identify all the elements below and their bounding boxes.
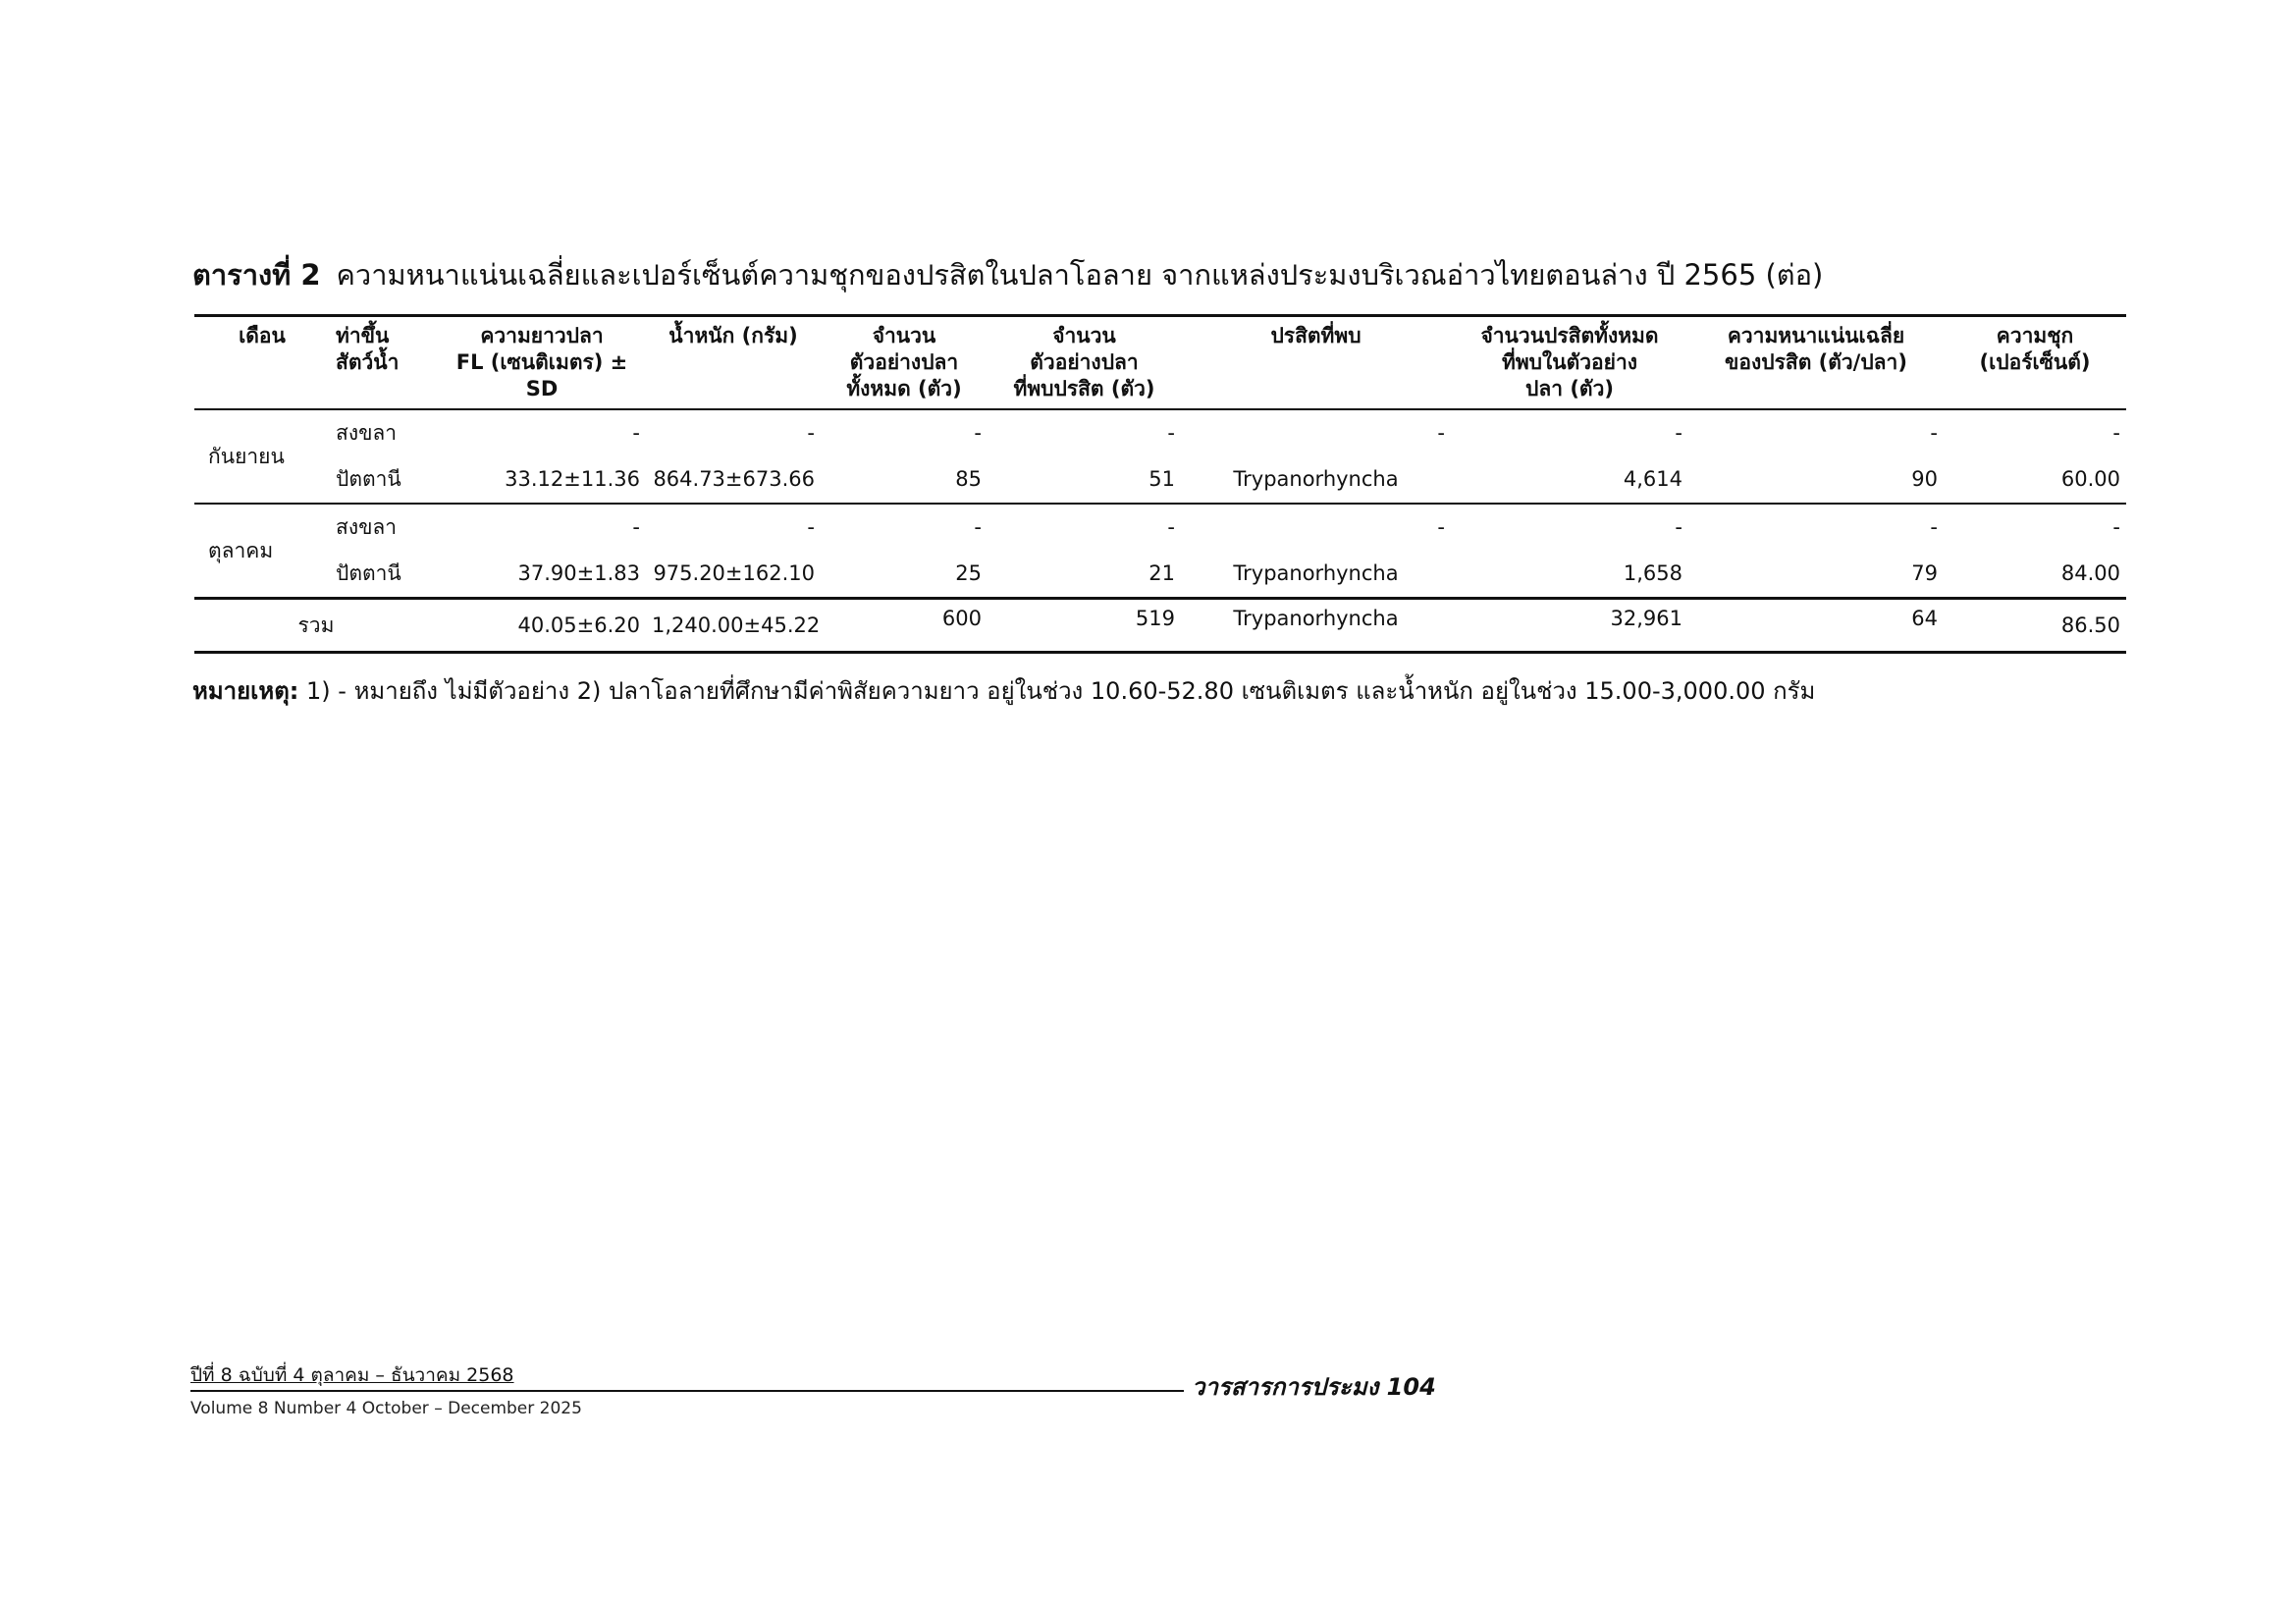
table-header-row <box>194 316 2126 410</box>
length-cell: 37.90±1.83 <box>517 561 640 585</box>
length-cell: - <box>632 515 640 539</box>
table-note <box>192 675 2116 707</box>
table-caption <box>192 257 2116 293</box>
infected-samples-cell: 51 <box>988 456 1181 504</box>
infected-samples-cell: - <box>1167 515 1175 539</box>
weight-cell: - <box>807 515 815 539</box>
prevalence-cell: 60.00 <box>1944 456 2126 504</box>
total-samples-cell: 85 <box>821 456 988 504</box>
weight-cell: - <box>807 421 815 445</box>
port-cell: สงขลา <box>336 515 398 539</box>
total-samples-cell: 600 <box>821 599 988 653</box>
header-fish-length: ความยาวปลา FL (เซนติเมตร) ± SD <box>455 324 628 400</box>
total-samples-cell: 25 <box>955 561 982 585</box>
length-cell: 40.05±6.20 <box>438 599 646 653</box>
month-cell: ตุลาคม <box>208 538 274 562</box>
table-row <box>194 504 2126 551</box>
table-row <box>194 551 2126 599</box>
weight-cell: 1,240.00±45.22 <box>646 599 821 653</box>
header-prevalence: ความชุก (เปอร์เซ็นต์) <box>1979 324 2091 374</box>
header-mean-density: ความหนาแน่นเฉลี่ย ของปรสิต (ตัว/ปลา) <box>1725 324 1907 374</box>
table-note-label: หมายเหตุ: <box>192 677 299 705</box>
port-cell: สงขลา <box>336 421 398 445</box>
table-caption-text: ความหนาแน่นเฉลี่ยและเปอร์เซ็นต์ความชุกของปรสิตในปลาโอลาย จากแหล่งประมงบริเวณอ่าวไทยตอนล่าง ปี 2565 (ต่อ) <box>336 258 1824 292</box>
parasite-cell: Trypanorhyncha <box>1181 599 1451 653</box>
density-cell: 90 <box>1688 456 1944 504</box>
prevalence-cell: - <box>2112 421 2120 445</box>
total-samples-cell: - <box>974 515 982 539</box>
prevalence-cell: - <box>2112 515 2120 539</box>
density-cell: - <box>1930 421 1938 445</box>
prevalence-cell: 86.50 <box>1944 599 2126 653</box>
table-caption-label: ตารางที่ 2 <box>192 258 321 292</box>
header-month: เดือน <box>239 324 286 347</box>
infected-samples-cell: 519 <box>988 599 1181 653</box>
footer-issue-english: Volume 8 Number 4 October – December 2025 <box>190 1399 582 1418</box>
length-cell: 33.12±11.36 <box>438 456 646 504</box>
density-cell: 79 <box>1911 561 1938 585</box>
parasite-count-cell: - <box>1675 515 1682 539</box>
parasite-cell: Trypanorhyncha <box>1233 561 1399 585</box>
table-row <box>194 409 2126 456</box>
total-label-cell: รวม <box>194 599 438 653</box>
header-infected-samples: จำนวน ตัวอย่างปลา ที่พบปรสิต (ตัว) <box>1013 324 1155 400</box>
infected-samples-cell: - <box>1167 421 1175 445</box>
total-samples-cell: - <box>974 421 982 445</box>
infected-samples-cell: 21 <box>1148 561 1175 585</box>
table-note-text: 1) - หมายถึง ไม่มีตัวอย่าง 2) ปลาโอลายที่ศึกษามีค่าพิสัยความยาว อยู่ในช่วง 10.60-52.80 เซนติเมตร และน้ำหนัก อยู่ในช่วง 15.00-3,000.00 กรัม <box>306 677 1816 705</box>
prevalence-cell: 84.00 <box>2060 561 2120 585</box>
parasite-count-cell: 32,961 <box>1451 599 1688 653</box>
table-row <box>194 456 2126 504</box>
footer-rule <box>190 1390 1184 1392</box>
port-cell: ปัตตานี <box>336 561 401 585</box>
header-landing-port: ท่าขึ้น สัตว์น้ำ <box>336 324 400 374</box>
footer-issue-thai: ปีที่ 8 ฉบับที่ 4 ตุลาคม – ธันวาคม 2568 <box>190 1364 514 1386</box>
parasite-count-cell: 4,614 <box>1451 456 1688 504</box>
weight-cell: 975.20±162.10 <box>653 561 815 585</box>
footer-journal-page: วารสารการประมง 104 <box>1192 1373 1436 1401</box>
port-cell: ปัตตานี <box>330 456 438 504</box>
parasite-cell: Trypanorhyncha <box>1181 456 1451 504</box>
footer-issue <box>190 1362 582 1421</box>
header-parasite-found: ปรสิตที่พบ <box>1270 324 1362 347</box>
weight-cell: 864.73±673.66 <box>646 456 821 504</box>
header-fish-weight: น้ำหนัก (กรัม) <box>668 324 798 347</box>
table-total-row <box>194 599 2126 653</box>
header-parasite-count: จำนวนปรสิตทั้งหมด ที่พบในตัวอย่าง ปลา (ตัว) <box>1480 324 1659 400</box>
length-cell: - <box>632 421 640 445</box>
density-cell: 64 <box>1688 599 1944 653</box>
month-cell: กันยายน <box>194 409 330 504</box>
density-cell: - <box>1930 515 1938 539</box>
parasite-count-cell: - <box>1675 421 1682 445</box>
parasite-count-cell: 1,658 <box>1623 561 1682 585</box>
header-total-samples: จำนวน ตัวอย่างปลา ทั้งหมด (ตัว) <box>846 324 962 400</box>
parasite-density-table <box>194 314 2126 654</box>
parasite-cell: - <box>1437 515 1445 539</box>
parasite-cell: - <box>1437 421 1445 445</box>
